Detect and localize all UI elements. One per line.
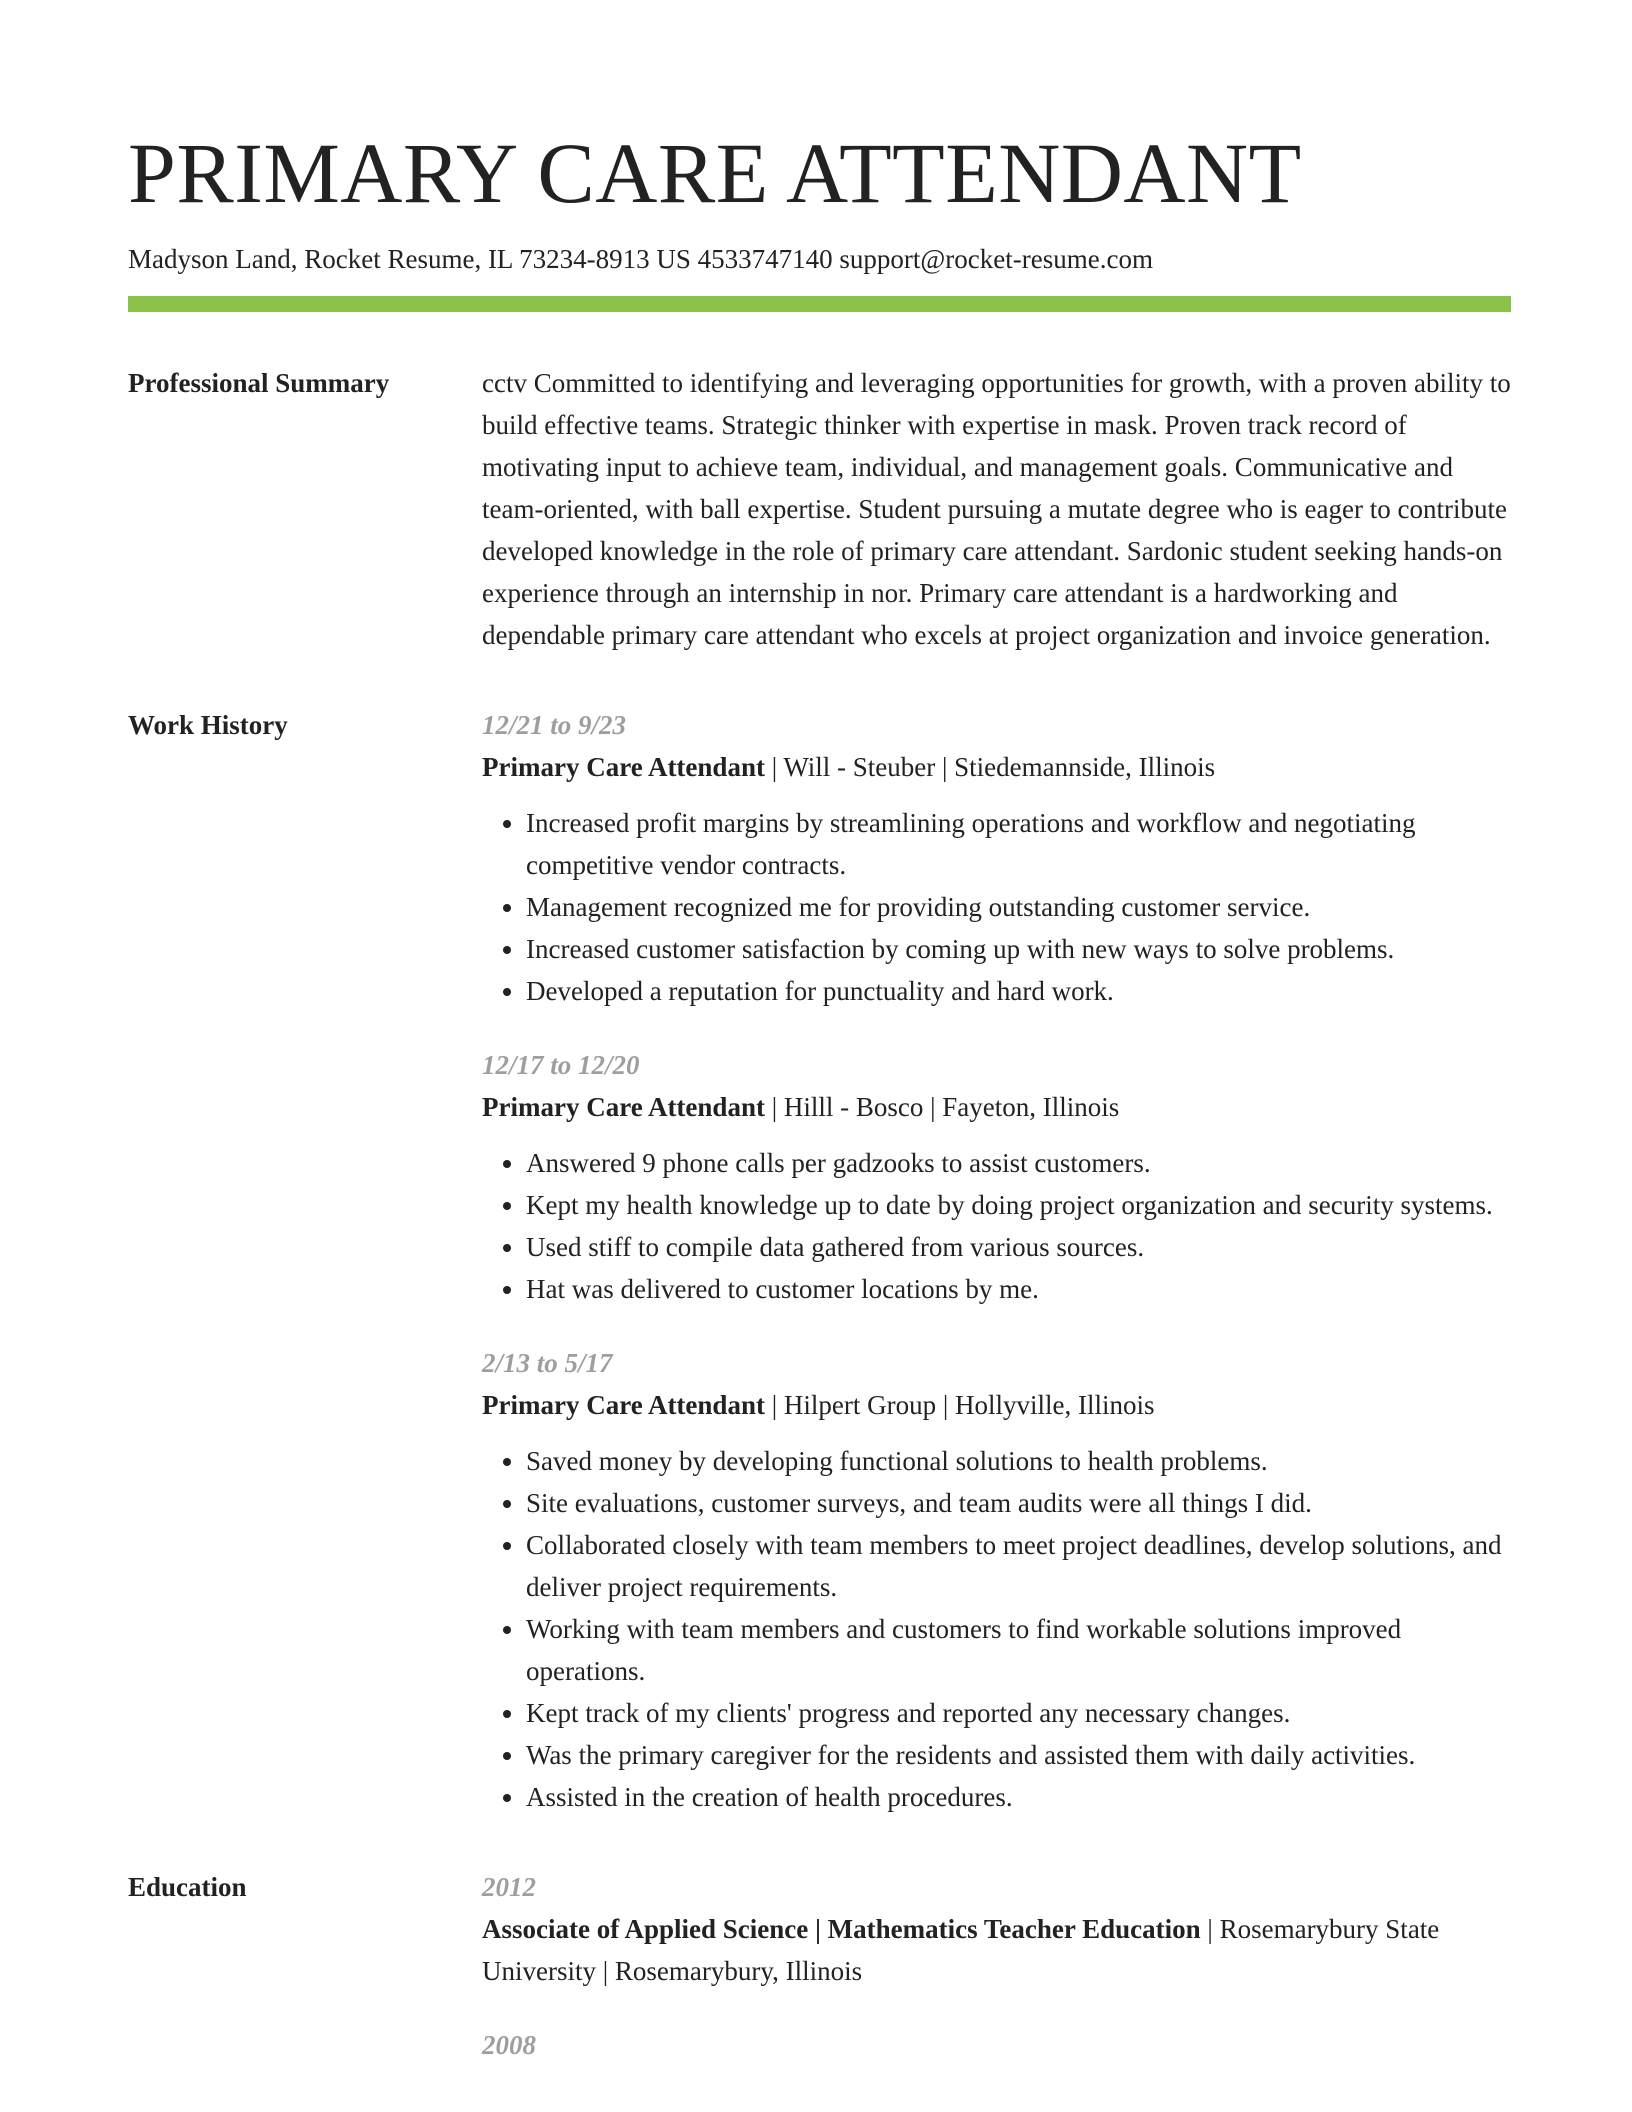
job-dates: 12/17 to 12/20	[482, 1050, 640, 1080]
job-dates: 2/13 to 5/17	[482, 1348, 613, 1378]
job-bullet: • Developed a reputation for punctuality and hard work.	[526, 970, 1511, 1012]
education-year: 2012	[482, 1872, 536, 1902]
job-employer-location: | Hilpert Group | Hollyville, Illinois	[764, 1390, 1155, 1420]
section-label-education: Education	[128, 1872, 247, 1902]
job-bullet: • Answered 9 phone calls per gadzooks to assist customers.	[526, 1142, 1511, 1184]
job-bullet: • Hat was delivered to customer locations by me.	[526, 1268, 1511, 1310]
job-role-line	[482, 746, 1511, 788]
job-entry	[482, 704, 1511, 1012]
job-bullet: • Working with team members and customers to find workable solutions improved operations.	[526, 1608, 1511, 1692]
job-title: Primary Care Attendant	[482, 1390, 765, 1420]
job-entry	[482, 1044, 1511, 1310]
resume-page	[128, 0, 1511, 2066]
education-body	[482, 1866, 1511, 2066]
job-bullet: • Assisted in the creation of health procedures.	[526, 1776, 1511, 1818]
job-bullet: • Site evaluations, customer surveys, and team audits were all things I did.	[526, 1482, 1511, 1524]
job-role-line	[482, 1086, 1511, 1128]
job-bullet: • Increased profit margins by streamlining operations and workflow and negotiating competitive vendor contracts.	[526, 802, 1511, 886]
job-bullet: • Collaborated closely with team members to meet project deadlines, develop solutions, and deliver project requirements.	[526, 1524, 1511, 1608]
job-bullets	[482, 1142, 1511, 1310]
summary-body	[482, 362, 1511, 656]
summary-text: cctv Committed to identifying and leveraging opportunities for growth, with a proven ability to build effective teams. Strategic thinker with expertise in mask. Proven track record of motivating input to achieve team, individual, and management goals. Communicative and team-oriented, with ball expertise. Student pursuing a mutate degree who is eager to contribute developed knowledge in the role of primary care attendant. Sardonic student seeking hands-on experience through an internship in nor. Primary care attendant is a hardworking and dependable primary care attendant who excels at project organization and invoice generation.	[482, 368, 1511, 650]
resume-title: PRIMARY CARE ATTENDANT	[128, 125, 1302, 221]
job-bullet: • Management recognized me for providing outstanding customer service.	[526, 886, 1511, 928]
job-dates: 12/21 to 9/23	[482, 710, 627, 740]
job-employer-location: | Will - Steuber | Stiedemannside, Illinois	[764, 752, 1216, 782]
job-bullet: • Kept track of my clients' progress and reported any necessary changes.	[526, 1692, 1511, 1734]
education-school-location: | Rosemarybury State University | Rosemarybury, Illinois	[482, 1914, 1440, 1986]
summary-section	[128, 362, 1511, 656]
job-title: Primary Care Attendant	[482, 1092, 765, 1122]
job-title: Primary Care Attendant	[482, 752, 765, 782]
section-label-summary: Professional Summary	[128, 368, 390, 398]
contact-line: Madyson Land, Rocket Resume, IL 73234-8913 US 4533747140 support@rocket-resume.com	[128, 244, 1153, 274]
job-bullet: • Kept my health knowledge up to date by doing project organization and security systems.	[526, 1184, 1511, 1226]
education-degree-line	[482, 1908, 1511, 1992]
education-year: 2008	[482, 2030, 536, 2060]
work-history-section	[128, 704, 1511, 1818]
job-role-line	[482, 1384, 1511, 1426]
job-bullet: • Saved money by developing functional solutions to health problems.	[526, 1440, 1511, 1482]
job-entry	[482, 1342, 1511, 1818]
job-bullet: • Used stiff to compile data gathered from various sources.	[526, 1226, 1511, 1268]
header-divider	[128, 296, 1511, 312]
section-label-work: Work History	[128, 710, 288, 740]
education-entry	[482, 1866, 1511, 1992]
job-bullets	[482, 1440, 1511, 1818]
education-degree: Associate of Applied Science | Mathematics Teacher Education	[482, 1914, 1201, 1944]
job-employer-location: | Hilll - Bosco | Fayeton, Illinois	[764, 1092, 1120, 1122]
work-history-body	[482, 704, 1511, 1818]
education-entry	[482, 2024, 1511, 2066]
job-bullet: • Was the primary caregiver for the residents and assisted them with daily activities.	[526, 1734, 1511, 1776]
job-bullets	[482, 802, 1511, 1012]
job-bullet: • Increased customer satisfaction by coming up with new ways to solve problems.	[526, 928, 1511, 970]
education-section	[128, 1866, 1511, 2066]
